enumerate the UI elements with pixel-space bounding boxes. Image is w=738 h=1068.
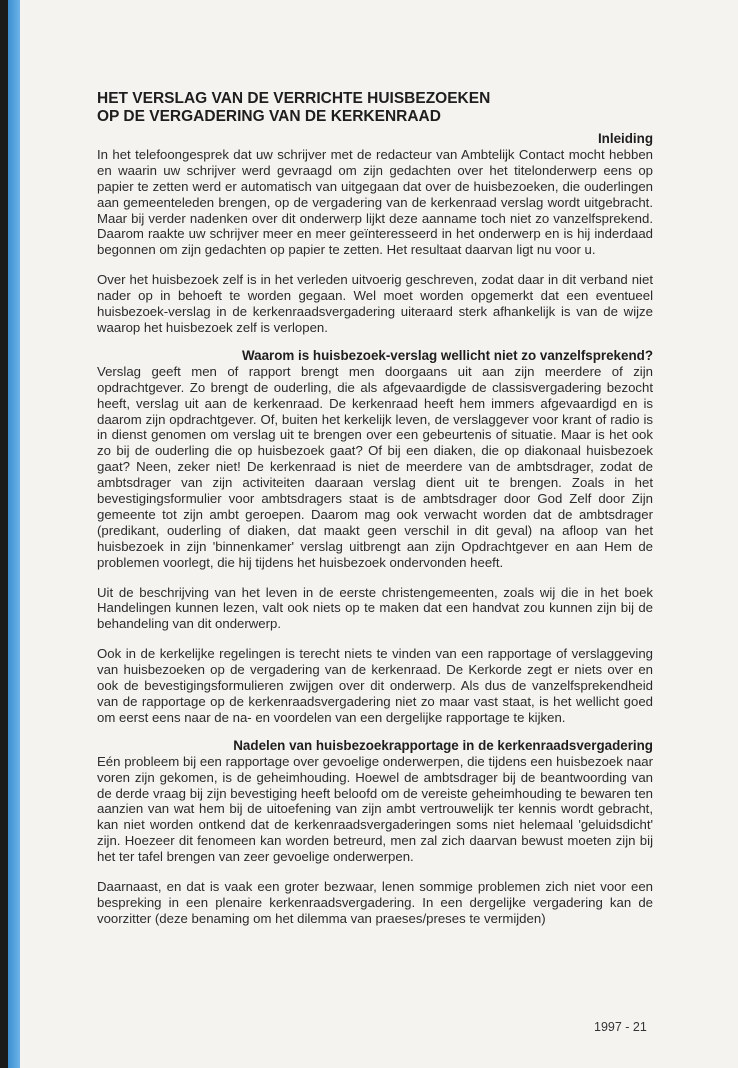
article-body — [97, 90, 653, 927]
section-heading-waarom: Waarom is huisbezoek-verslag wellicht niet zo vanzelfsprekend? — [241, 347, 653, 363]
paragraph: Daarnaast, en dat is vaak een groter bezwaar, lenen sommige problemen zich niet voor een bespreking in een plenaire kerkenraadsvergadering. In een dergelijke vergadering kan de voorzitter (deze benaming om het dilemma van praeses/preses te vermijden) — [97, 879, 653, 926]
document-page — [8, 0, 738, 1068]
title-line-2: OP DE VERGADERING VAN DE KERKENRAAD — [97, 108, 441, 125]
title-line-1: HET VERSLAG VAN DE VERRICHTE HUISBEZOEKEN — [97, 90, 491, 107]
section-heading-nadelen: Nadelen van huisbezoekrapportage in de kerkenraadsvergadering — [233, 737, 653, 753]
paragraph: Uit de beschrijving van het leven in de eerste christengemeenten, zoals wij die in het boek Handelingen kunnen lezen, valt ook niets op te maken dat een handvat zou kunnen zijn bij de behandeling van dit onderwerp. — [97, 584, 653, 632]
binding-edge — [8, 0, 20, 1068]
page-number: 1997 - 21 — [594, 1020, 647, 1034]
paragraph: Verslag geeft men of rapport brengt men doorgaans uit aan zijn meerdere of zijn opdrachtgever. Zo brengt de ouderling, die als afgevaardigde de classisvergadering bezocht heeft, verslag uit aan de kerkenraad. De kerkenraad heeft hem immers afgevaardigd en is daarom zijn opdrachtgever. Of, buiten het kerkelijk leven, de verslaggever voor krant of radio is in dienst genomen om verslag uit te brengen over een gebeurtenis of situatie. Maar is het ook zo bij de ouderling die op huisbezoek gaat? Of bij een diaken, die op diakonaal huisbezoek gaat? Neen, zeker niet! De kerkenraad is niet de meerdere van de ambtsdrager, zodat de ambtsdrager van zijn activiteiten daaraan verslag dient uit te brengen. Zoals in het bevestigingsformulier voor ambtsdragers staat is de ambtsdrager door God Zelf door Zijn gemeente tot zijn ambt geroepen. Daarom mag ook verwacht worden dat de ambtsdrager (predikant, ouderling of diaken, dat maakt geen verschil in dit geval) na afloop van het huisbezoek in zijn 'binnenkamer' verslag uitbrengt aan zijn Opdrachtgever en aan Hem de problemen voorlegt, die hij tijdens het huisbezoek ondervonden heeft. — [97, 363, 653, 570]
paragraph: In het telefoongesprek dat uw schrijver met de redacteur van Ambtelijk Contact mocht hebben en waarin uw schrijver werd gevraagd om zijn gedachten over het titelonderwerp eens op papier te zetten werd er automatisch van uitgegaan dat over de huisbezoeken, die ouderlingen aan gemeenteleden brengen, op de vergadering van de kerkenraad verslag wordt uitgebracht. Maar bij verder nadenken over dit onderwerp lijkt deze aanname toch niet zo vanzelfsprekend. Daarom raakte uw schrijver meer en meer geïnteresseerd in het onderwerp en is hij inderdaad begonnen om zijn gedachten op papier te zetten. Het resultaat daarvan ligt nu voor u. — [97, 146, 653, 258]
paragraph: Ook in de kerkelijke regelingen is terecht niets te vinden van een rapportage of verslaggeving van huisbezoeken op de vergadering van de kerkenraad. De Kerkorde zegt er niets over en ook de bevestigingsformulieren zwijgen over dit onderwerp. Als dus de vanzelfsprekendheid van de rapportage op de kerkenraadsvergadering niet zo maar vast staat, is het wellicht goed om eerst eens naar de na- en voordelen van een dergelijke rapportage te kijken. — [97, 646, 653, 725]
paragraph: Over het huisbezoek zelf is in het verleden uitvoerig geschreven, zodat daar in dit verband niet nader op in behoeft te worden gegaan. Wel moet worden opgemerkt dat een eventueel huisbezoek-verslag in de kerkenraadsvergadering uiteraard sterk afhankelijk is van de wijze waarop het huisbezoek zelf is verlopen. — [97, 272, 653, 335]
paragraph: Eén probleem bij een rapportage over gevoelige onderwerpen, die tijdens een huisbezoek naar voren zijn gekomen, is de geheimhouding. Hoewel de ambtsdrager bij de beantwoording van de derde vraag bij zijn bevestiging heeft beloofd om de vereiste geheimhouding te bewaren ten aanzien van wat hem bij de uitoefening van zijn ambt vertrouwelijk ter kennis wordt gebracht, kan niet worden ontkend dat de kerkenraadsvergaderingen soms niet helemaal 'geluidsdicht' zijn. Hoezeer dit fenomeen kan worden betreurd, men zal zich daarvan bewust moeten zijn bij het ter tafel brengen van zeer gevoelige onderwerpen. — [97, 753, 653, 865]
section-heading-inleiding: Inleiding — [597, 131, 653, 146]
article-title — [97, 90, 653, 126]
